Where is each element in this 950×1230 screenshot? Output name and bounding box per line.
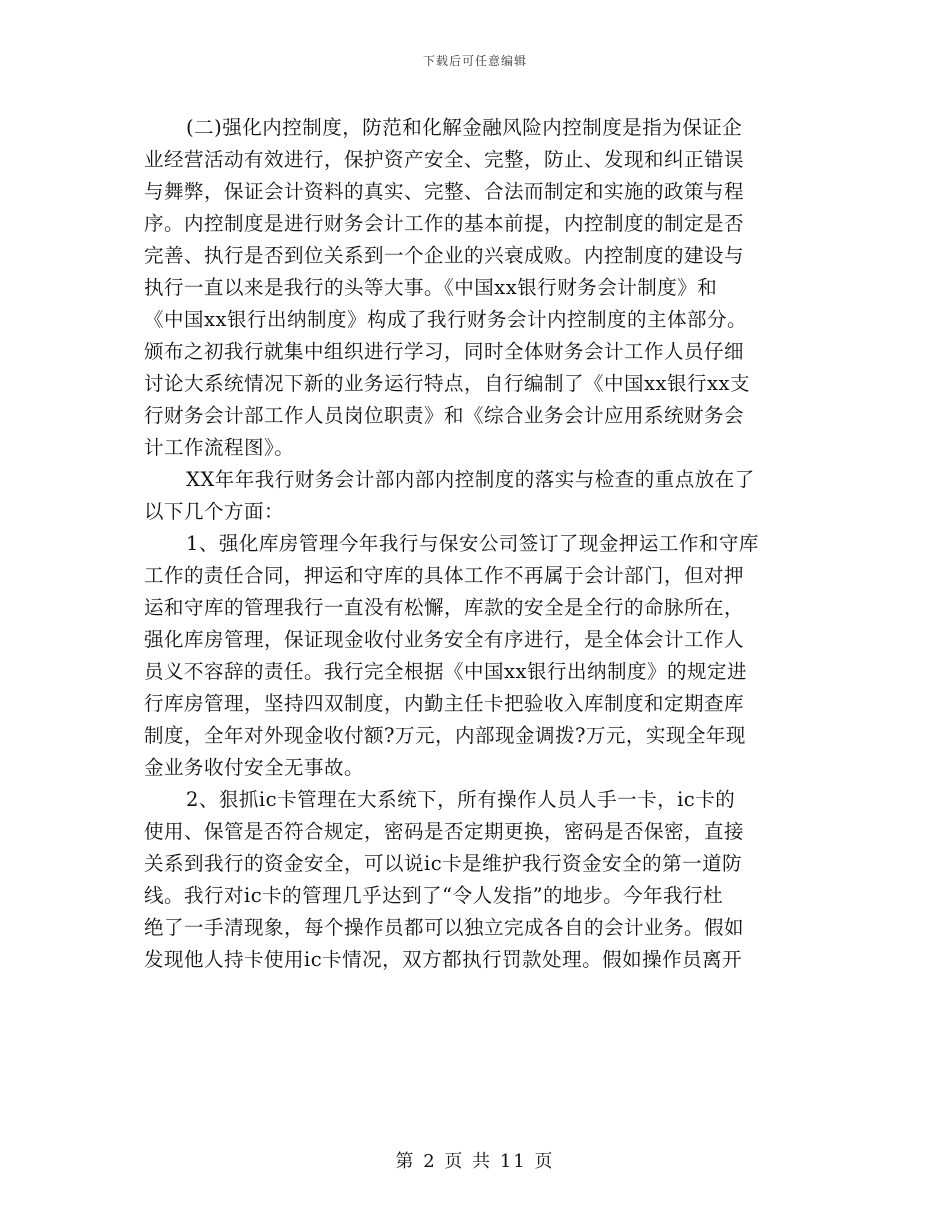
- page-number: 第 2 页 共 11 页: [395, 1151, 555, 1172]
- paragraph-line: 计工作流程图》。: [144, 436, 295, 459]
- paragraph-line: 序。内控制度是进行财务会计工作的基本前提，内控制度的制定是否: [144, 212, 745, 235]
- paragraph-line: 颁布之初我行就集中组织进行学习，同时全体财务会计工作人员仔细: [144, 340, 745, 363]
- paragraph-line: 以下几个方面：: [144, 500, 285, 523]
- paragraph-line: 完善、执行是否到位关系到一个企业的兴衰成败。内控制度的建设与: [144, 244, 745, 267]
- paragraph-line: (二)强化内控制度，防范和化解金融风险内控制度是指为保证企: [186, 116, 743, 139]
- paragraph-line: XX年年我行财务会计部内部内控制度的落实与检查的重点放在了: [186, 468, 755, 491]
- page-header: 下载后可任意编辑: [422, 54, 527, 68]
- paragraph-line: 强化库房管理，保证现金收付业务安全有序进行，是全体会计工作人: [144, 628, 745, 651]
- paragraph-line: 与舞弊，保证会计资料的真实、完整、合法而制定和实施的政策与程: [144, 180, 745, 203]
- paragraph-line: 关系到我行的资金安全，可以说ic卡是维护我行资金安全的第一道防: [144, 852, 743, 875]
- paragraph-line: 发现他人持卡使用ic卡情况，双方都执行罚款处理。假如操作员离开: [144, 948, 743, 971]
- paragraph-line: 执行一直以来是我行的头等大事。《中国xx银行财务会计制度》和: [144, 276, 718, 299]
- paragraph-line: 1、强化库房管理今年我行与保安公司签订了现金押运工作和守库: [186, 532, 759, 555]
- paragraph-line: 业经营活动有效进行，保护资产安全、完整，防止、发现和纠正错误: [144, 148, 745, 171]
- paragraph-line: 金业务收付安全无事故。: [144, 756, 365, 779]
- document-body: [144, 112, 809, 976]
- paragraph-line: 2、狠抓ic卡管理在大系统下，所有操作人员人手一卡，ic卡的: [186, 788, 736, 811]
- paragraph-line: 绝了一手清现象，每个操作员都可以独立完成各自的会计业务。假如: [144, 916, 745, 939]
- paragraph-line: 员义不容辞的责任。我行完全根据《中国xx银行出纳制度》的规定进: [144, 660, 747, 683]
- paragraph-line: 线。我行对ic卡的管理几乎达到了“令人发指”的地步。今年我行杜: [144, 884, 724, 907]
- paragraph-line: 运和守库的管理我行一直没有松懈，库款的安全是全行的命脉所在，: [144, 596, 745, 619]
- paragraph-line: 行库房管理，坚持四双制度，内勤主任卡把验收入库制度和定期查库: [144, 692, 745, 715]
- paragraph-line: 使用、保管是否符合规定，密码是否定期更换，密码是否保密，直接: [144, 820, 745, 843]
- paragraph-line: 制度，全年对外现金收付额?万元，内部现金调拨?万元，实现全年现: [144, 724, 746, 747]
- paragraph-line: 行财务会计部工作人员岗位职责》和《综合业务会计应用系统财务会: [144, 404, 745, 427]
- paragraph-line: 工作的责任合同，押运和守库的具体工作不再属于会计部门，但对押: [144, 564, 745, 587]
- paragraph-line: 《中国xx银行出纳制度》构成了我行财务会计内控制度的主体部分。: [144, 308, 747, 331]
- paragraph-line: 讨论大系统情况下新的业务运行特点，自行编制了《中国xx银行xx支: [144, 372, 750, 395]
